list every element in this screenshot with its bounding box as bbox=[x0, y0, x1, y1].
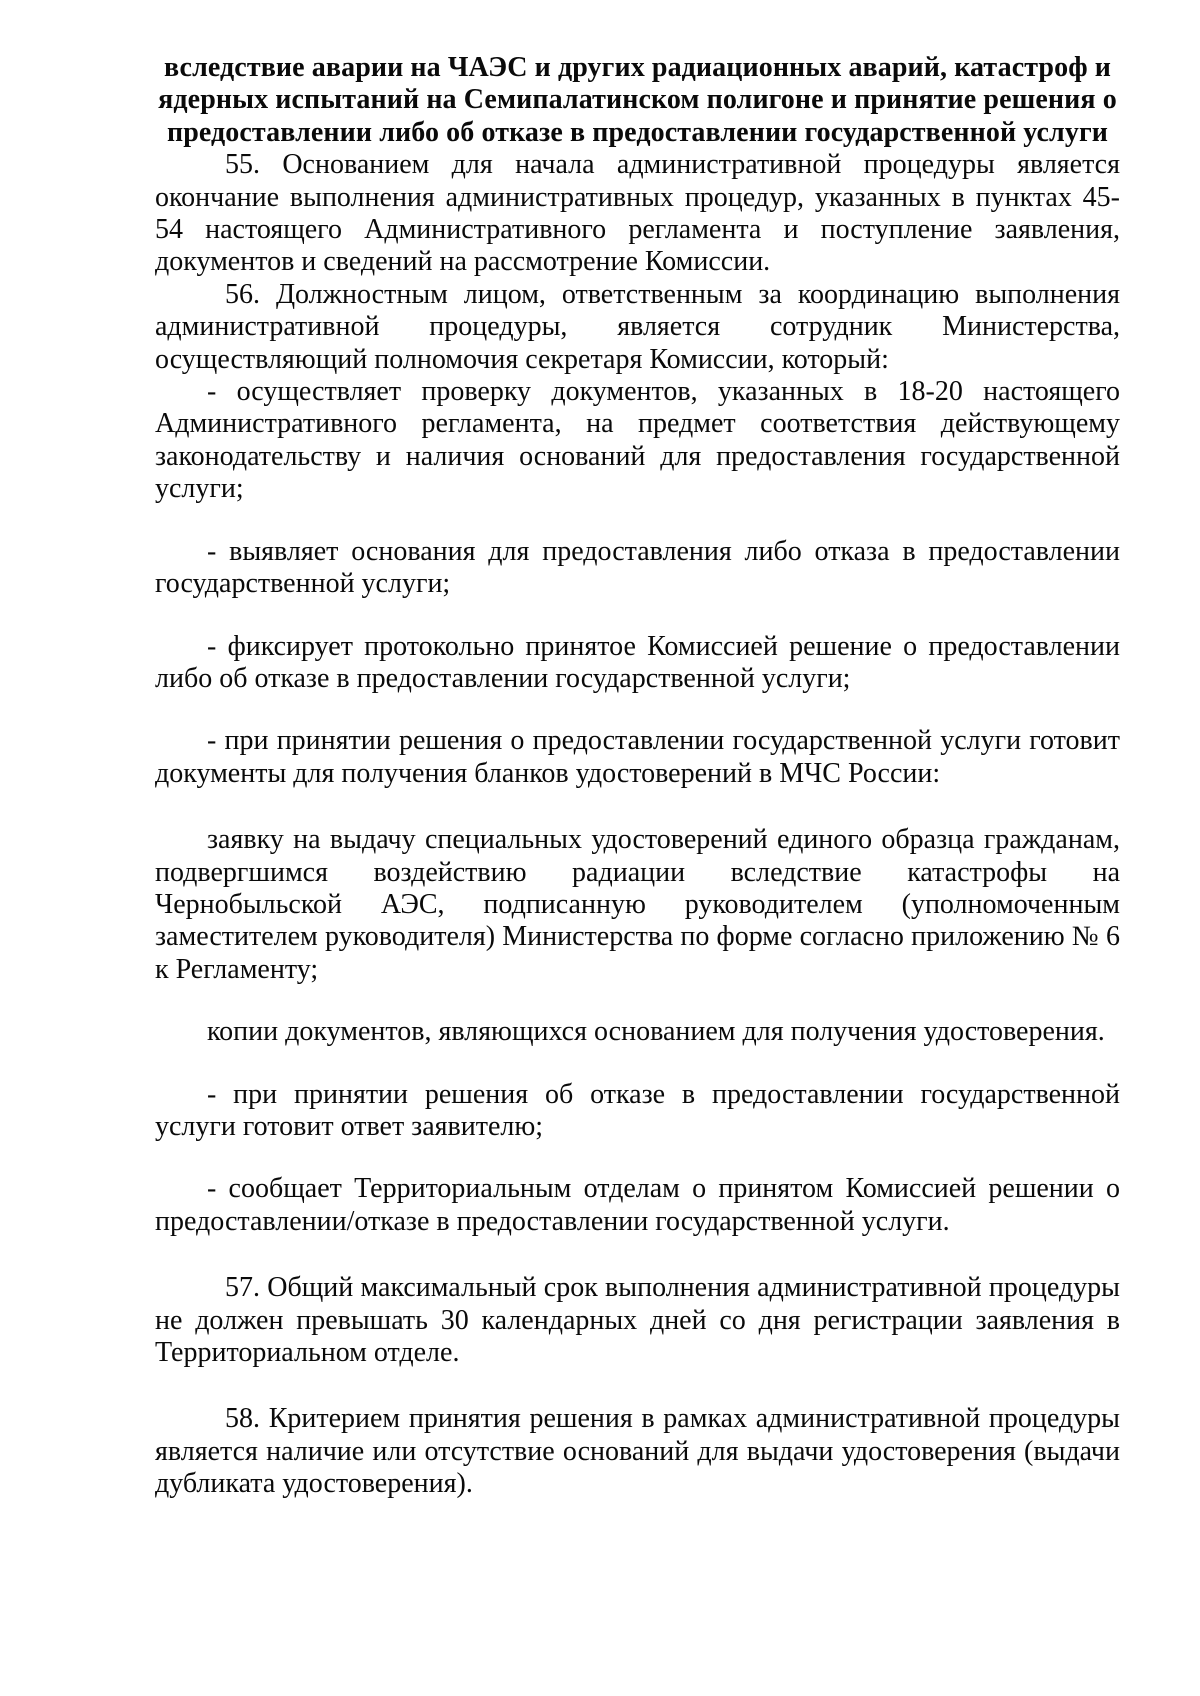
list-item-refusal-answer: - при принятии решения об отказе в предоставлении государственной услуги готовит ответ заявителю; bbox=[155, 1078, 1120, 1142]
list-item-copies: копии документов, являющихся основанием для получения удостоверения. bbox=[207, 1016, 1105, 1048]
paragraph-56: 56. Должностным лицом, ответственным за координацию выполнения административной процедуры, является сотрудник Министерства, осуществляющий полномочия секретаря Комиссии, который: bbox=[155, 278, 1120, 375]
paragraph-58: 58. Критерием принятия решения в рамках административной процедуры является наличие или отсутствие оснований для выдачи удостоверения (выдачи дубликата удостоверения). bbox=[155, 1403, 1120, 1500]
paragraph-57: 57. Общий максимальный срок выполнения административной процедуры не должен превышать 30 календарных дней со дня регистрации заявления в Территориальном отделе. bbox=[155, 1272, 1120, 1368]
list-item-record-decision: - фиксирует протокольно принятое Комиссией решение о предоставлении либо об отказе в предоставлении государственной услуги; bbox=[155, 630, 1120, 694]
list-item-application: заявку на выдачу специальных удостоверений единого образца гражданам, подвергшимся воздействию радиации вследствие катастрофы на Чернобыльской АЭС, подписанную руководителем (уполномоченным заместителем руководителя) Министерства по форме согласно приложению № 6 к Регламенту; bbox=[155, 824, 1120, 985]
list-item-notify-departments: - сообщает Территориальным отделам о принятом Комиссией решении о предоставлении/отказе в предоставлении государственной услуги. bbox=[155, 1173, 1120, 1237]
list-item-prepare-documents: - при принятии решения о предоставлении государственной услуги готовит документы для получения бланков удостоверений в МЧС России: bbox=[155, 725, 1120, 789]
document-page bbox=[155, 52, 1120, 1501]
list-item-identify-grounds: - выявляет основания для предоставления либо отказа в предоставлении государственной услуги; bbox=[155, 535, 1120, 600]
section-heading: вследствие аварии на ЧАЭС и других радиационных аварий, катастроф и ядерных испытаний на Семипалатинском полигоне и принятие решения о предоставлении либо об отказе в предоставлении государственной услуги bbox=[158, 52, 1117, 148]
list-item-check-documents: - осуществляет проверку документов, указанных в 18-20 настоящего Административного регламента, на предмет соответствия действующему законодательству и наличия оснований для предоставления государственной услуги; bbox=[155, 376, 1120, 505]
paragraph-55: 55. Основанием для начала административной процедуры является окончание выполнения административных процедур, указанных в пунктах 45-54 настоящего Административного регламента и поступление заявления, документов и сведений на рассмотрение Комиссии. bbox=[155, 149, 1120, 278]
